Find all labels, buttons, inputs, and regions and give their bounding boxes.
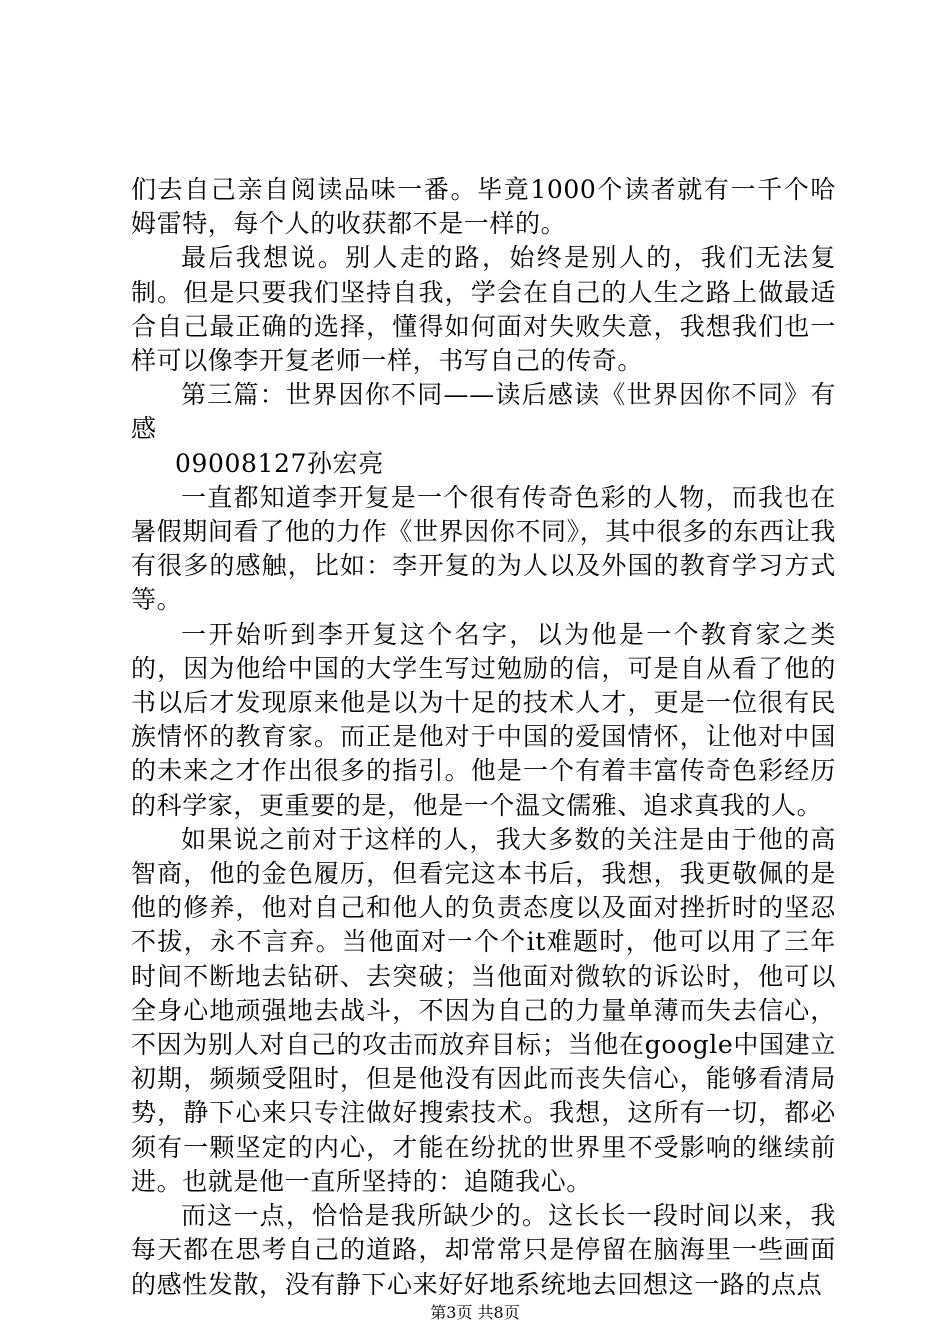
section-title: 第三篇：世界因你不同——读后感读《世界因你不同》有感	[131, 380, 836, 444]
author-line: 09008127孙宏亮	[175, 448, 384, 478]
document-body	[131, 173, 836, 1302]
paragraph-admiration: 如果说之前对于这样的人，我大多数的关注是由于他的高智商，他的金色履历，但看完这本书后，我想，我更敬佩的是他的修养，他对自己和他人的负责态度以及面对挫折时的坚忍不拔，永不言弃。当他面对一个个it难题时，他可以用了三年时间不断地去钻研、去突破；当他面对微软的诉讼时，他可以全身心地顽强地去战斗，不因为自己的力量单薄而失去信心，不因为别人对自己的攻击而放弃目标；当他在google中国建立初期，频频受阻时，但是他没有因此而丧失信心，能够看清局势，静下心来只专注做好搜索技术。我想，这所有一切，都必须有一颗坚定的内心，才能在纷扰的世界里不受影响的继续前进。也就是他一直所坚持的：追随我心。	[131, 824, 836, 1196]
paragraph-reflection: 而这一点，恰恰是我所缺少的。这长长一段时间以来，我每天都在思考自己的道路，却常常只是停留在脑海里一些画面的感性发散，没有静下心来好好地系统地去回想这一路的点点	[131, 1201, 836, 1299]
paragraph-continuation: 们去自己亲自阅读品味一番。毕竟1000个读者就有一千个哈姆雷特，每个人的收获都不是一样的。	[131, 175, 836, 239]
page-footer: 第3页 共8页	[430, 1303, 520, 1322]
paragraph-background: 一开始听到李开复这个名字，以为他是一个教育家之类的，因为他给中国的大学生写过勉励的信，可是自从看了他的书以后才发现原来他是以为十足的技术人才，更是一位很有民族情怀的教育家。而正是他对于中国的爱国情怀，让他对中国的未来之才作出很多的指引。他是一个有着丰富传奇色彩经历的科学家，更重要的是，他是一个温文儒雅、追求真我的人。	[131, 619, 836, 820]
paragraph-intro: 一直都知道李开复是一个很有传奇色彩的人物，而我也在暑假期间看了他的力作《世界因你不同》，其中很多的东西让我有很多的感触，比如：李开复的为人以及外国的教育学习方式等。	[131, 482, 836, 615]
paragraph-conclusion: 最后我想说。别人走的路，始终是别人的，我们无法复制。但是只要我们坚持自我，学会在自己的人生之路上做最适合自己最正确的选择，懂得如何面对失败失意，我想我们也一样可以像李开复老师一样，书写自己的传奇。	[131, 243, 836, 376]
